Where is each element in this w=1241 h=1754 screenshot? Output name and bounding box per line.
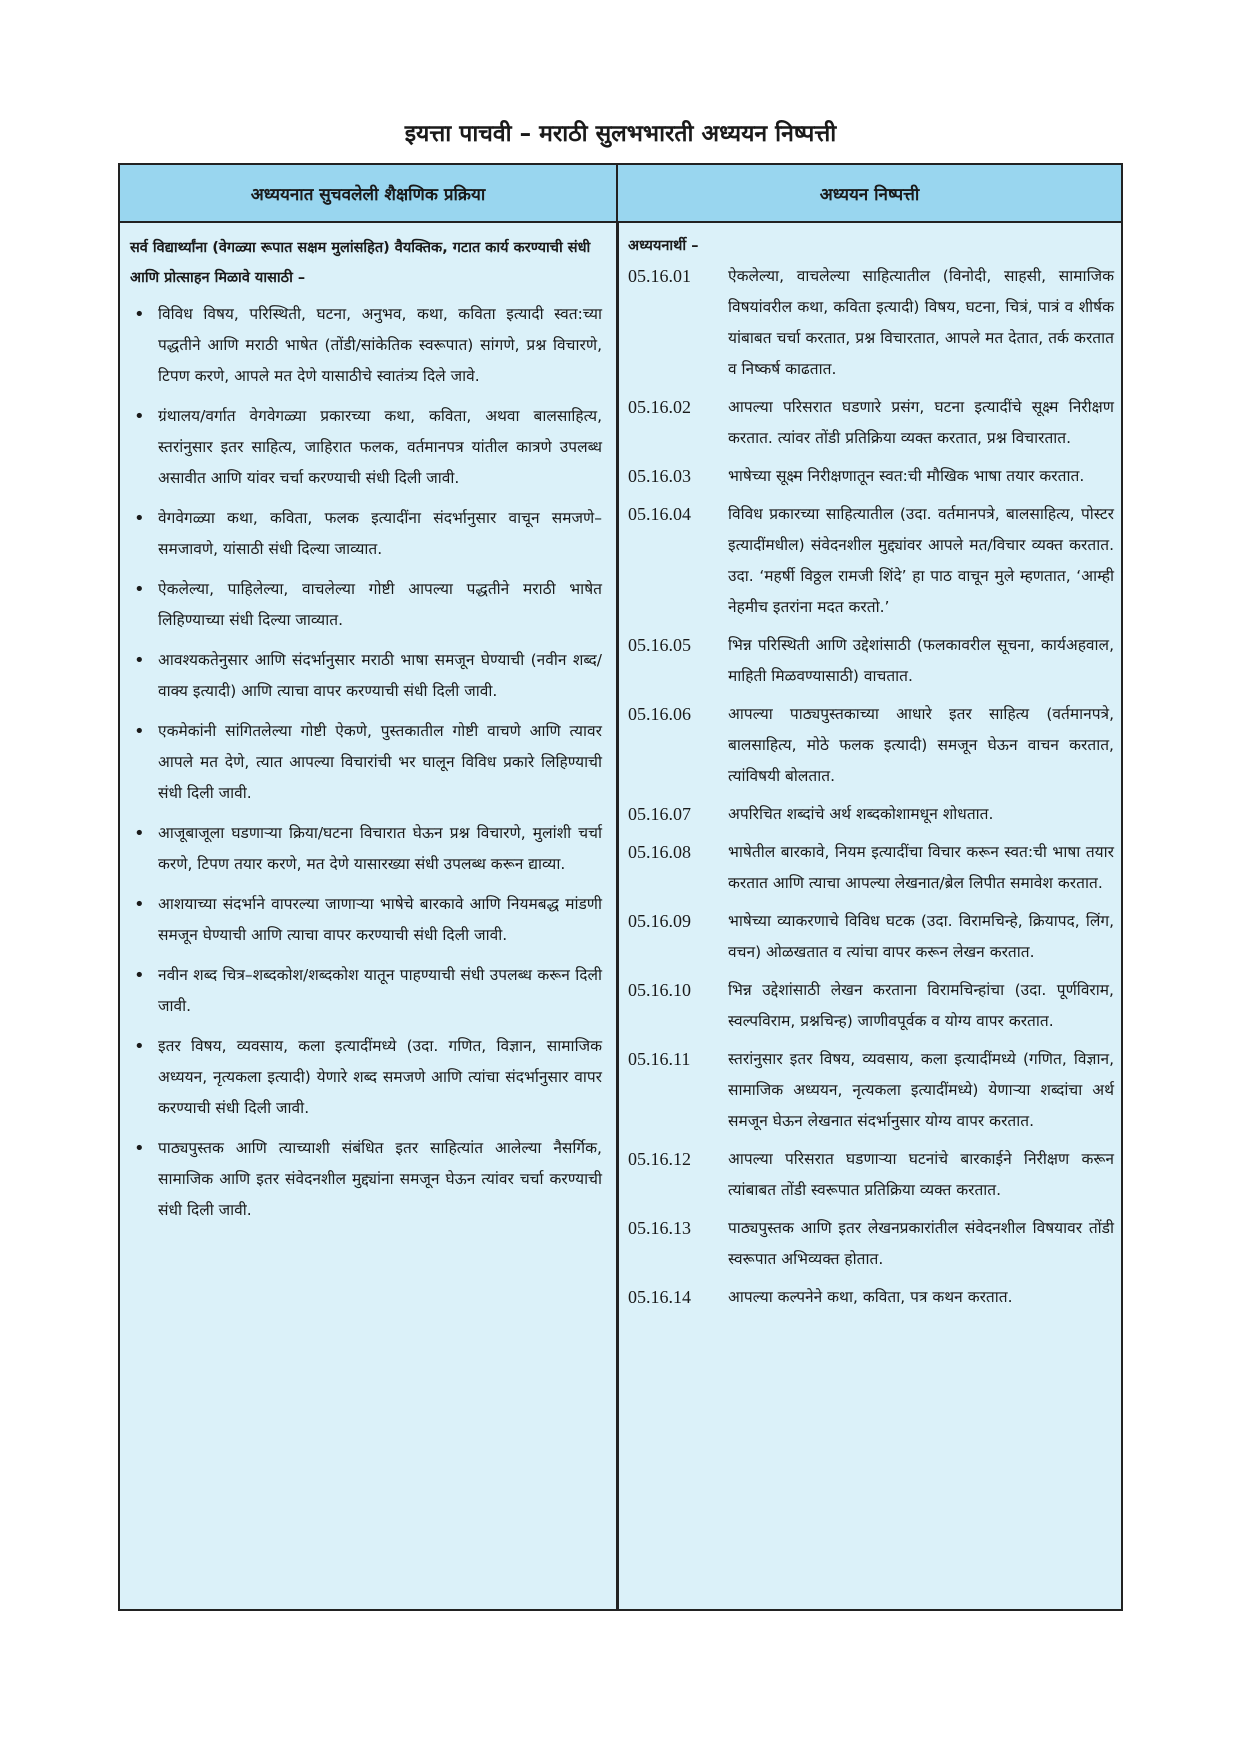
process-text: ग्रंथालय/वर्गात वेगवेगळ्या प्रकारच्या कथा, कविता, अथवा बालसाहित्य, स्तरांनुसार इतर साहित्य, जाहिरात फलक, वर्तमानपत्र यांतील कात्रणे उपलब्ध असावीत आणि यांवर चर्चा करण्याची संधी दिली जावी. xyxy=(158,407,602,487)
table-header xyxy=(120,165,1121,223)
process-text: ऐकलेल्या, पाहिलेल्या, वाचलेल्या गोष्टी आपल्या पद्धतीने मराठी भाषेत लिहिण्याच्या संधी दिल्या जाव्यात. xyxy=(158,580,602,629)
outcome-row xyxy=(628,261,1114,385)
outcomes-column xyxy=(628,233,1114,1320)
process-item xyxy=(130,401,602,494)
outcome-text: भाषेतील बारकावे, नियम इत्यादींचा विचार करून स्वत:ची भाषा तयार करतात आणि त्याचा आपल्या लेखनात/ब्रेल लिपीत समावेश करतात. xyxy=(728,843,1114,892)
process-text: एकमेकांनी सांगितलेल्या गोष्टी ऐकणे, पुस्तकातील गोष्टी वाचणे आणि त्यावर आपले मत देणे, त्यात आपल्या विचारांची भर घालून विविध प्रकारे लिहिण्याची संधी दिली जावी. xyxy=(158,722,602,802)
bullet-icon: • xyxy=(134,721,145,742)
outcome-row xyxy=(628,837,1114,899)
outcome-code: 05.16.03 xyxy=(628,466,691,486)
outcome-text: आपल्या पाठ्यपुस्तकाच्या आधारे इतर साहित्य (वर्तमानपत्रे, बालसाहित्य, मोठे फलक इत्यादी) समजून घेऊन वाचन करतात, त्यांविषयी बोलतात. xyxy=(728,705,1114,785)
process-text: वेगवेगळ्या कथा, कविता, फलक इत्यादींना संदर्भानुसार वाचून समजणे–समजावणे, यांसाठी संधी दिल्या जाव्यात. xyxy=(158,509,602,558)
outcome-code: 05.16.12 xyxy=(628,1149,691,1169)
outcome-code: 05.16.02 xyxy=(628,397,691,417)
bullet-icon: • xyxy=(134,406,145,427)
outcome-row xyxy=(628,1213,1114,1275)
outcome-text: भिन्न परिस्थिती आणि उद्देशांसाठी (फलकावरील सूचना, कार्यअहवाल, माहिती मिळवण्यासाठी) वाचतात. xyxy=(728,636,1114,685)
outcome-text: आपल्या परिसरात घडणारे प्रसंग, घटना इत्यादींचे सूक्ष्म निरीक्षण करतात. त्यांवर तोंडी प्रतिक्रिया व्यक्त करतात, प्रश्न विचारतात. xyxy=(728,398,1114,447)
process-item xyxy=(130,1133,602,1226)
outcome-row xyxy=(628,1044,1114,1137)
outcome-code: 05.16.04 xyxy=(628,504,691,524)
process-text: आशयाच्या संदर्भाने वापरल्या जाणाऱ्या भाषेचे बारकावे आणि नियमबद्ध मांडणी समजून घेण्याची आणि त्याचा वापर करण्याची संधी दिली जावी. xyxy=(158,895,602,944)
outcome-text: आपल्या परिसरात घडणाऱ्या घटनांचे बारकाईने निरीक्षण करून त्यांबाबत तोंडी स्वरूपात प्रतिक्रिया व्यक्त करतात. xyxy=(728,1150,1114,1199)
outcome-code: 05.16.13 xyxy=(628,1218,691,1238)
header-outcomes: अध्ययन निष्पत्ती xyxy=(819,184,920,205)
bullet-icon: • xyxy=(134,579,145,600)
process-item xyxy=(130,1031,602,1124)
outcome-row xyxy=(628,461,1114,492)
bullet-icon: • xyxy=(134,304,145,325)
outcome-code: 05.16.05 xyxy=(628,635,691,655)
process-item xyxy=(130,503,602,565)
outcomes-table xyxy=(118,163,1123,1611)
learner-label: अध्ययनार्थी – xyxy=(628,238,699,254)
bullet-icon: • xyxy=(134,1138,145,1159)
process-text: आजूबाजूला घडणाऱ्या क्रिया/घटना विचारात घेऊन प्रश्न विचारणे, मुलांशी चर्चा करणे, टिपण तयार करणे, मत देणे यासारख्या संधी उपलब्ध करून द्याव्या. xyxy=(158,824,602,873)
process-text: आवश्यकतेनुसार आणि संदर्भानुसार मराठी भाषा समजून घेण्याची (नवीन शब्द/वाक्य इत्यादी) आणि त्याचा वापर करण्याची संधी दिली जावी. xyxy=(158,651,602,700)
outcome-text: भाषेच्या व्याकरणाचे विविध घटक (उदा. विरामचिन्हे, क्रियापद, लिंग, वचन) ओळखतात व त्यांचा वापर करून लेखन करतात. xyxy=(728,912,1114,961)
outcome-row xyxy=(628,1282,1114,1313)
bullet-icon: • xyxy=(134,965,145,986)
outcome-row xyxy=(628,975,1114,1037)
outcome-text: विविध प्रकारच्या साहित्यातील (उदा. वर्तमानपत्रे, बालसाहित्य, पोस्टर इत्यादींमधील) संवेदनशील मुद्द्यांवर आपले मत/विचार व्यक्त करतात. उदा. ‘महर्षी विठ्ठल रामजी शिंदे’ हा पाठ वाचून मुले म्हणतात, ‘आम्ही नेहमीच इतरांना मदत करतो.’ xyxy=(728,505,1114,616)
process-item xyxy=(130,889,602,951)
outcome-code: 05.16.09 xyxy=(628,911,691,931)
outcome-row xyxy=(628,699,1114,792)
process-item xyxy=(130,574,602,636)
outcome-code: 05.16.14 xyxy=(628,1287,691,1307)
process-text: इतर विषय, व्यवसाय, कला इत्यादींमध्ये (उदा. गणित, विज्ञान, सामाजिक अध्ययन, नृत्यकला इत्यादी) येणारे शब्द समजणे आणि त्यांचा संदर्भानुसार वापर करण्याची संधी दिली जावी. xyxy=(158,1037,602,1117)
column-divider xyxy=(616,221,619,1609)
outcome-row xyxy=(628,630,1114,692)
outcome-code: 05.16.10 xyxy=(628,980,691,1000)
process-text: विविध विषय, परिस्थिती, घटना, अनुभव, कथा, कविता इत्यादी स्वत:च्या पद्धतीने आणि मराठी भाषेत (तोंडी/सांकेतिक स्वरूपात) सांगणे, प्रश्न विचारणे, टिपण करणे, आपले मत देणे यासाठीचे स्वातंत्र्य दिले जावे. xyxy=(158,305,602,385)
process-item xyxy=(130,818,602,880)
outcome-text: ऐकलेल्या, वाचलेल्या साहित्यातील (विनोदी, साहसी, सामाजिक विषयांवरील कथा, कविता इत्यादी) विषय, घटना, चित्रं, पात्रं व शीर्षक यांबाबत चर्चा करतात, प्रश्न विचारतात, आपले मत देतात, तर्क करतात व निष्कर्ष काढतात. xyxy=(728,267,1114,378)
bullet-icon: • xyxy=(134,894,145,915)
process-item xyxy=(130,299,602,392)
outcome-text: पाठ्यपुस्तक आणि इतर लेखनप्रकारांतील संवेदनशील विषयावर तोंडी स्वरूपात अभिव्यक्त होतात. xyxy=(728,1219,1114,1268)
page-title: इयत्ता पाचवी – मराठी सुलभभारती अध्ययन निष्पत्ती xyxy=(404,121,837,147)
outcome-code: 05.16.08 xyxy=(628,842,691,862)
outcome-code: 05.16.11 xyxy=(628,1049,691,1069)
process-text: नवीन शब्द चित्र–शब्दकोश/शब्दकोश यातून पाहण्याची संधी उपलब्ध करून दिली जावी. xyxy=(158,966,602,1015)
outcome-code: 05.16.06 xyxy=(628,704,691,724)
bullet-icon: • xyxy=(134,823,145,844)
outcome-row xyxy=(628,906,1114,968)
process-item xyxy=(130,960,602,1022)
outcomes-list xyxy=(628,261,1114,1313)
bullet-icon: • xyxy=(134,650,145,671)
process-item xyxy=(130,716,602,809)
outcome-code: 05.16.01 xyxy=(628,266,691,286)
outcome-row xyxy=(628,392,1114,454)
process-item xyxy=(130,645,602,707)
bullet-icon: • xyxy=(134,508,145,529)
bullet-icon: • xyxy=(134,1036,145,1057)
processes-intro: सर्व विद्यार्थ्यांना (वेगळ्या रूपात सक्षम मुलांसहित) वैयक्तिक, गटात कार्य करण्याची संधी आणि प्रोत्साहन मिळावे यासाठी – xyxy=(130,240,591,286)
outcome-code: 05.16.07 xyxy=(628,804,691,824)
outcome-text: भिन्न उद्देशांसाठी लेखन करताना विरामचिन्हांचा (उदा. पूर्णविराम, स्वल्पविराम, प्रश्नचिन्ह) जाणीवपूर्वक व योग्य वापर करतात. xyxy=(728,981,1114,1030)
outcome-row xyxy=(628,1144,1114,1206)
processes-column xyxy=(130,233,602,1235)
processes-list xyxy=(130,299,602,1226)
outcome-text: भाषेच्या सूक्ष्म निरीक्षणातून स्वत:ची मौखिक भाषा तयार करतात. xyxy=(728,467,1085,485)
outcome-row xyxy=(628,499,1114,623)
outcome-text: अपरिचित शब्दांचे अर्थ शब्दकोशामधून शोधतात. xyxy=(728,805,994,823)
outcome-row xyxy=(628,799,1114,830)
outcome-text: आपल्या कल्पनेने कथा, कविता, पत्र कथन करतात. xyxy=(728,1288,1013,1306)
outcome-text: स्तरांनुसार इतर विषय, व्यवसाय, कला इत्यादींमध्ये (गणित, विज्ञान, सामाजिक अध्ययन, नृत्यकला इत्यादींमध्ये) येणाऱ्या शब्दांचा अर्थ समजून घेऊन लेखनात संदर्भानुसार योग्य वापर करतात. xyxy=(728,1050,1114,1130)
header-processes: अध्ययनात सुचवलेली शैक्षणिक प्रक्रिया xyxy=(120,165,618,221)
process-text: पाठ्यपुस्तक आणि त्याच्याशी संबंधित इतर साहित्यांत आलेल्या नैसर्गिक, सामाजिक आणि इतर संवेदनशील मुद्द्यांना समजून घेऊन त्यांवर चर्चा करण्याची संधी दिली जावी. xyxy=(158,1139,602,1219)
